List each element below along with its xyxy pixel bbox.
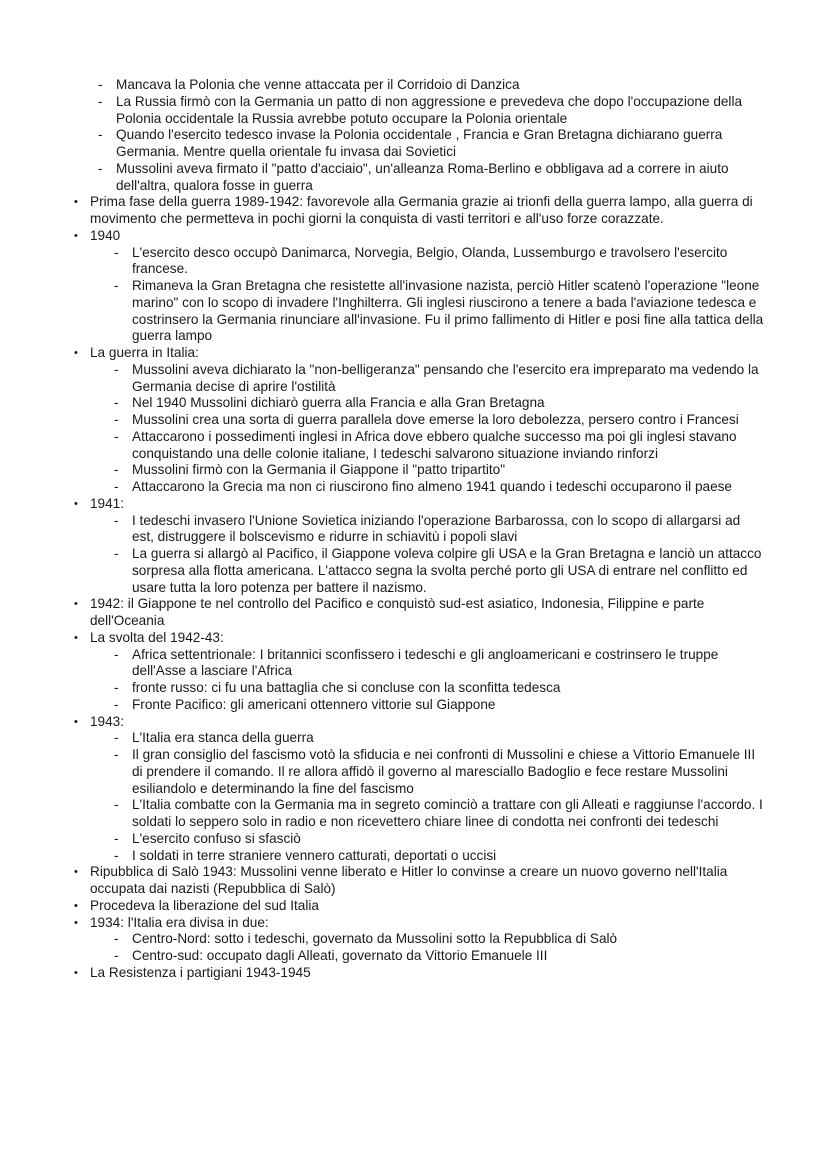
dash-marker: - [114,747,119,762]
section-item [74,194,764,228]
dash-marker: - [114,646,119,662]
sublist [90,513,764,597]
section-text: Procedeva la liberazione del sud Italia [90,897,319,913]
main-list [74,194,764,981]
section-item [74,345,764,496]
list-item-text: Mussolini aveva firmato il "patto d'acciaio", un'alleanza Roma-Berlino e obbligava ad a correre in aiuto dell'altra, qualora fosse in guerra [116,160,729,193]
section-text: 1941: [90,495,125,511]
dash-marker: - [98,160,103,176]
list-item-text: Il gran consiglio del fascismo votò la sfiducia e nei confronti di Mussolini e chiese a Vittorio Emanuele III di prendere il comando. Il re allora affidò il governo al maresciallo Badoglio e fece restare Mussolini esiliandolo e determinando la fine del fascismo [132,747,756,796]
list-item-text: I tedeschi invasero l'Unione Sovietica iniziando l'operazione Barbarossa, con lo scopo di allargarsi ad est, distruggere il bolscevismo e ridurre in schiavitù i popoli slavi [132,512,741,545]
dash-marker: - [114,797,119,813]
list-item-text: Rimaneva la Gran Bretagna che resistette all'invasione nazista, perciò Hitler scatenò l'operazione "leone marino" con lo scopo di invadere l'Inghilterra. Gli inglesi riuscirono a tenere a bada l'aviazione tedesca e costrinsero la Germania rinunciare all'invasione. Fu il primo fallimento di Hitler e posi fine alla tattica della guerra lampo [132,278,764,344]
list-item-text: Mancava la Polonia che venne attaccata per il Corridoio di Danzica [116,77,520,92]
dash-marker: - [114,680,119,695]
dash-marker: - [114,462,119,478]
list-item [90,848,764,865]
list-item [90,362,764,396]
list-item [90,395,764,412]
dash-marker: - [114,830,119,846]
list-item [90,697,764,714]
lead-sublist [74,77,764,194]
section-text: 1934: l'Italia era divisa in due: [90,914,269,930]
section-text: Prima fase della guerra 1989-1942: favorevole alla Germania grazie ai trionfi della guerra lampo, alla guerra di movimento che permetteva in pochi giorni la conquista di vasti territori e all'uso forze corazzate. [90,194,753,226]
list-item [90,479,764,496]
bullet-marker: • [74,196,78,209]
section-item [74,596,764,630]
section-item [74,898,764,915]
sublist [90,730,764,864]
dash-marker: - [98,77,103,92]
list-item-text: Centro-Nord: sotto i tedeschi, governato da Mussolini sotto la Repubblica di Salò [132,931,618,947]
list-item [90,730,764,747]
list-item [90,429,764,463]
section-item [74,228,764,345]
list-item-text: Nel 1940 Mussolini dichiarò guerra alla Francia e alla Gran Bretagna [132,395,545,411]
list-item-text: Quando l'esercito tedesco invase la Polonia occidentale , Francia e Gran Bretagna dichiarano guerra Germania. Mentre quella orientale fu invasa dai Sovietici [116,127,723,159]
dash-marker: - [114,931,119,947]
list-item-text: L'esercito confuso si sfasciò [132,830,301,846]
bullet-marker: • [74,866,78,879]
list-item [74,94,764,128]
dash-marker: - [114,278,119,293]
list-item-text: Mussolini aveva dichiarato la "non-belligeranza" pensando che l'esercito era impreparato ma vedendo la Germania decise di aprire l'ostilità [132,361,759,394]
list-item [74,77,764,94]
dash-marker: - [114,696,119,712]
dash-marker: - [114,395,119,411]
dash-marker: - [114,244,119,260]
list-item-text: L'esercito desco occupò Danimarca, Norvegia, Belgio, Olanda, Lussemburgo e travolsero l'esercito francese. [132,244,728,277]
list-item-text: fronte russo: ci fu una battaglia che si concluse con la sconfitta tedesca [132,680,561,695]
list-item [90,647,764,681]
section-text: La svolta del 1942-43: [90,629,224,645]
list-item-text: Fronte Pacifico: gli americani ottennero vittorie sul Giappone [132,696,496,712]
bullet-marker: • [74,598,78,611]
dash-marker: - [114,361,119,377]
section-item [74,864,764,898]
bullet-marker: • [74,229,78,242]
bullet-marker: • [74,966,78,979]
list-item-text: Mussolini crea una sorta di guerra parallela dove emerse la loro debolezza, persero contro i Francesi [132,412,739,427]
list-item [90,245,764,279]
bullet-marker: • [74,631,78,644]
dash-marker: - [114,948,119,963]
list-item [90,680,764,697]
list-item [74,161,764,195]
list-item-text: Centro-sud: occupato dagli Alleati, governato da Vittorio Emanuele III [132,948,548,963]
section-item [74,965,764,982]
sublist [90,245,764,346]
bullet-marker: • [74,916,78,929]
list-item [90,462,764,479]
section-text: 1943: [90,713,125,729]
list-item [90,412,764,429]
list-item-text: L'Italia era stanca della guerra [132,730,314,746]
list-item-text: La Russia firmò con la Germania un patto di non aggressione e prevedeva che dopo l'occupazione della Polonia occidentale la Russia avrebbe potuto occupare la Polonia orientale [116,93,743,126]
list-item [90,797,764,831]
section-text: Ripubblica di Salò 1943: Mussolini venne liberato e Hitler lo convinse a creare un nuovo governo nell'Italia occupata dai nazisti (Repubblica di Salò) [90,864,728,896]
sublist [90,931,764,965]
list-item-text: Mussolini firmò con la Germania il Giappone il "patto tripartito" [132,462,506,478]
dash-marker: - [114,412,119,427]
section-item [74,714,764,865]
list-item [90,546,764,596]
list-item-text: La guerra si allargò al Pacifico, il Giappone voleva colpire gli USA e la Gran Bretagna e lanciò un attacco sorpresa alla flotta americana. L'attacco segna la svolta perché porto gli USA di entrare nel conflitto ed usare tutta la loro potenza per battere il nazismo. [132,546,762,595]
section-item [74,630,764,714]
section-item [74,496,764,597]
dash-marker: - [114,512,119,528]
list-item [90,831,764,848]
dash-marker: - [114,546,119,561]
section-text: 1942: il Giappone te nel controllo del Pacifico e conquistò sud-est asiatico, Indonesia, Filippine e parte dell'Oceania [90,596,705,628]
bullet-marker: • [74,497,78,510]
list-item-text: Attaccarono i possedimenti inglesi in Africa dove ebbero qualche successo ma poi gli inglesi stavano conquistando una delle colonie italiane, I tedeschi salvarono situazione inviando rinforzi [132,428,737,461]
list-item [90,931,764,948]
section-text: La guerra in Italia: [90,345,199,360]
list-item [90,948,764,965]
list-item [74,127,764,161]
list-item-text: Africa settentrionale: I britannici sconfissero i tedeschi e gli angloamericani e costrinsero le truppe dell'Asse a lasciare l'Africa [132,646,719,679]
list-item [90,747,764,797]
sublist [90,647,764,714]
section-text: La Resistenza i partigiani 1943-1945 [90,964,311,980]
section-item [74,915,764,965]
bullet-marker: • [74,347,78,359]
bullet-marker: • [74,715,78,728]
sublist [90,362,764,496]
dash-marker: - [114,730,119,746]
dash-marker: - [114,428,119,444]
dash-marker: - [114,479,119,494]
dash-marker: - [98,127,103,143]
document-page [74,77,764,982]
list-item-text: L'Italia combatte con la Germania ma in segreto cominciò a trattare con gli Alleati e raggiunse l'accordo. I soldati lo seppero solo in radio e non ricevettero chiare linee di condotta nei confronti dei tedeschi [132,797,763,829]
dash-marker: - [98,93,103,109]
section-text: 1940 [90,227,121,243]
dash-marker: - [114,847,119,863]
list-item [90,278,764,345]
list-item-text: I soldati in terre straniere vennero catturati, deportati o uccisi [132,847,497,863]
list-item-text: Attaccarono la Grecia ma non ci riuscirono fino almeno 1941 quando i tedeschi occuparono il paese [132,479,732,494]
bullet-marker: • [74,899,78,912]
list-item [90,513,764,547]
